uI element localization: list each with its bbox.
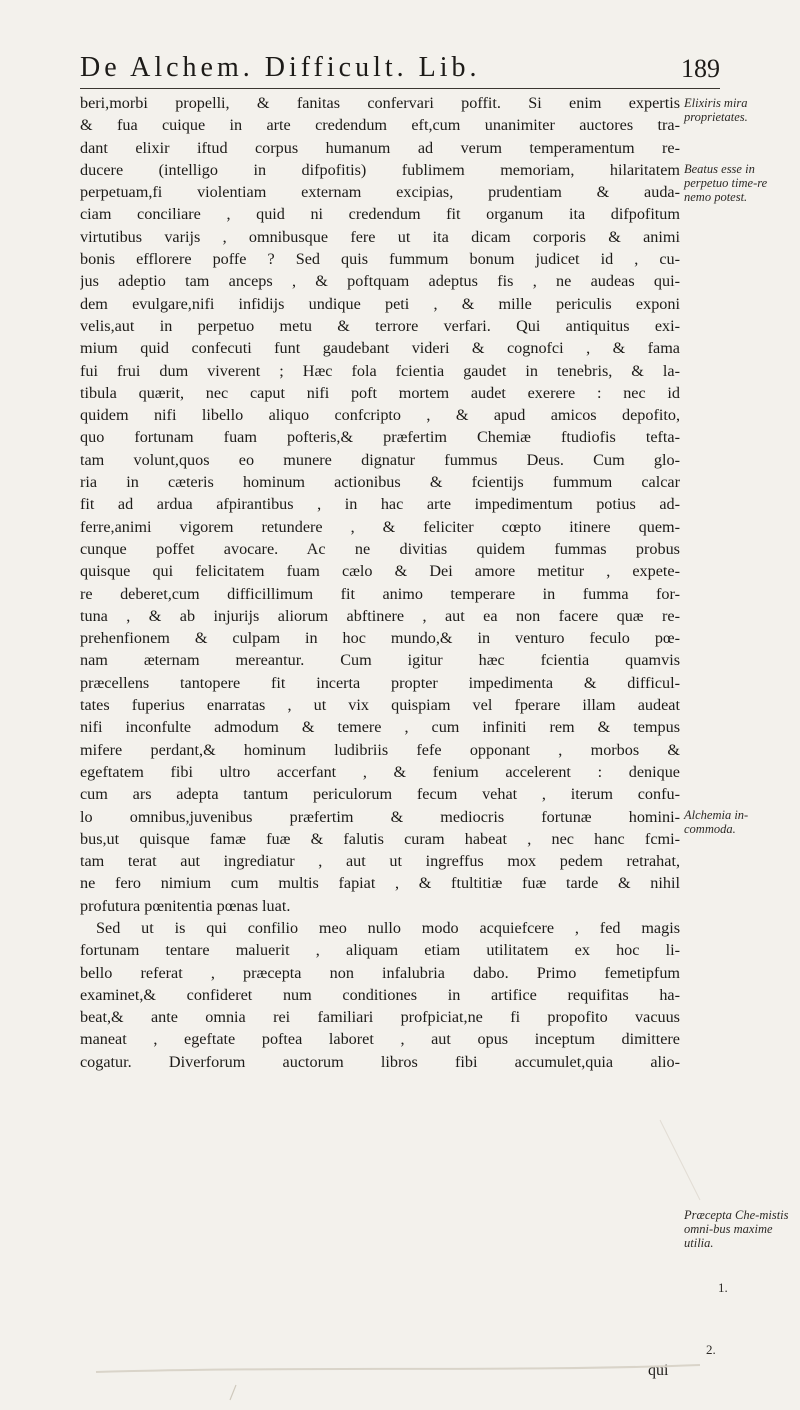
body-text xyxy=(80,92,680,1073)
text-line: cunque poffet avocare. Ac ne divitias quidem fummas probus xyxy=(80,539,680,558)
text-line: dant elixir iftud corpus humanum ad verum temperamentum re- xyxy=(80,138,680,157)
text-line: tates fuperius enarratas , ut vix quispiam vel fperare illam audeat xyxy=(80,696,680,715)
text-line: nifi inconfulte admodum & temere , cum infiniti rem & tempus xyxy=(80,718,680,737)
text-line: quisque qui felicitatem fuam cælo & Dei amore metitur , expete- xyxy=(80,562,680,581)
text-line: tibula quærit, nec caput nifi poft mortem audet exerere : nec id xyxy=(80,383,680,402)
text-line: profutura pœnitentia pœnas luat. xyxy=(80,896,291,915)
text-line: maneat , egeftate poftea laboret , aut opus inceptum dimittere xyxy=(80,1030,680,1049)
text-line: velis,aut in perpetuo metu & terrore verfari. Qui antiquitus exi- xyxy=(80,316,680,335)
text-line: fit ad ardua afpirantibus , in hac arte impedimentum potius ad- xyxy=(80,495,680,514)
text-line: virtutibus varijs , omnibusque fere ut ita dicam corporis & animi xyxy=(80,227,680,246)
text-line: perpetuam,fi violentiam externam excipias, prudentiam & auda- xyxy=(80,183,680,202)
text-line: tuna , & ab injurijs aliorum abftinere , aut ea non facere quæ re- xyxy=(80,606,680,625)
text-line: quidem nifi libello aliquo confcripto , & apud amicos depofito, xyxy=(80,406,680,425)
text-line: nam æternam mereantur. Cum igitur hæc fcientia quamvis xyxy=(80,651,680,670)
text-line: examinet,& confideret num conditiones in artifice requifitas ha- xyxy=(80,985,680,1004)
page-header xyxy=(80,44,720,89)
text-line: jus adeptio tam anceps , & poftquam adeptus fis , ne audeas qui- xyxy=(80,272,680,291)
text-line: egeftatem fibi ultro accerfant , & fenium accelerent : denique xyxy=(80,762,680,781)
margin-number: 1. xyxy=(718,1280,728,1295)
text-line: ferre,animi vigorem retundere , & feliciter cœpto itinere quem- xyxy=(80,517,680,536)
text-line: beri,morbi propelli, & fanitas confervari poffit. Si enim expertis xyxy=(80,94,680,112)
margin-note-alchemia: Alchemia in-commoda. xyxy=(684,808,749,836)
text-line: dem evulgare,nifi infidijs undique peti , & mille periculis exponi xyxy=(80,294,680,313)
text-line: ducere (intelligo in difpofitis) fublimem memoriam, hilaritatem xyxy=(80,160,680,179)
catchword: qui xyxy=(648,1362,669,1379)
text-line: fui frui dum viverent ; Hæc fola fcientia gaudet in tenebris, & la- xyxy=(80,361,680,380)
text-line: tam volunt,quos eo munere dignatur fummus Deus. Cum glo- xyxy=(80,450,680,469)
page-number: 189 xyxy=(681,54,720,83)
text-line: præcellens tantopere fit incerta propter impedimenta & difficul- xyxy=(80,673,680,692)
text-line: quo fortunam fuam pofteris,& præfertim Chemiæ ftudiofis tefta- xyxy=(80,428,680,447)
text-line: & fua cuique in arte credendum eft,cum unanimiter auctores tra- xyxy=(80,116,680,135)
margin-note-beatus: Beatus esse in perpetuo time-re nemo potest. xyxy=(684,162,768,204)
text-line: lo omnibus,juvenibus præfertim & mediocris fortunæ homini- xyxy=(80,807,680,826)
text-line: cum ars adepta tantum periculorum fecum vehat , iterum confu- xyxy=(80,785,680,804)
text-line: re deberet,cum difficillimum fit animo temperare in fumma for- xyxy=(80,584,680,603)
text-line: bello referat , præcepta non infalubria dabo. Primo femetipfum xyxy=(80,963,680,982)
text-line: bonis efflorere poffe ? Sed quis fummum bonum judicet id , cu- xyxy=(80,250,680,269)
margin-number: 2. xyxy=(706,1342,716,1357)
text-line: fortunam tentare maluerit , aliquam etiam utilitatem ex hoc li- xyxy=(80,941,680,960)
text-line: bus,ut quisque famæ fuæ & falutis curam habeat , nec hanc fcmi- xyxy=(80,829,680,848)
text-line: beat,& ante omnia rei familiari profpiciat,ne fi propofito vacuus xyxy=(80,1008,680,1027)
text-line: ne fero nimium cum multis fapiat , & ftultitiæ fuæ tarde & nihil xyxy=(80,874,680,893)
text-line: Sed ut is qui confilio meo nullo modo acquiefcere , fed magis xyxy=(96,918,680,937)
margin-note-elixir: Elixiris mira proprietates. xyxy=(684,96,748,124)
text-line: ciam conciliare , quid ni credendum fit organum ita difpofitum xyxy=(80,205,680,224)
text-line: ria in cæteris hominum actionibus & fcientijs fummum calcar xyxy=(80,473,680,492)
text-line: mifere perdant,& hominum ludibriis fefe opponant , morbos & xyxy=(80,740,680,759)
running-head: De Alchem. Difficult. Lib. xyxy=(80,52,481,83)
margin-note-praecepta: Præcepta Che-mistis omni-bus maxime utilia. xyxy=(684,1208,789,1250)
text-line: mium quid confecuti funt gaudebant videri & cognofci , & fama xyxy=(80,339,680,358)
text-line: prehenfionem & culpam in hoc mundo,& in venturo feculo pœ- xyxy=(80,629,680,648)
text-line: cogatur. Diverforum auctorum libros fibi accumulet,quia alio- xyxy=(80,1052,680,1071)
text-line: tam terat aut ingrediatur , aut ut ingreffus mox pedem retrahat, xyxy=(80,852,680,871)
